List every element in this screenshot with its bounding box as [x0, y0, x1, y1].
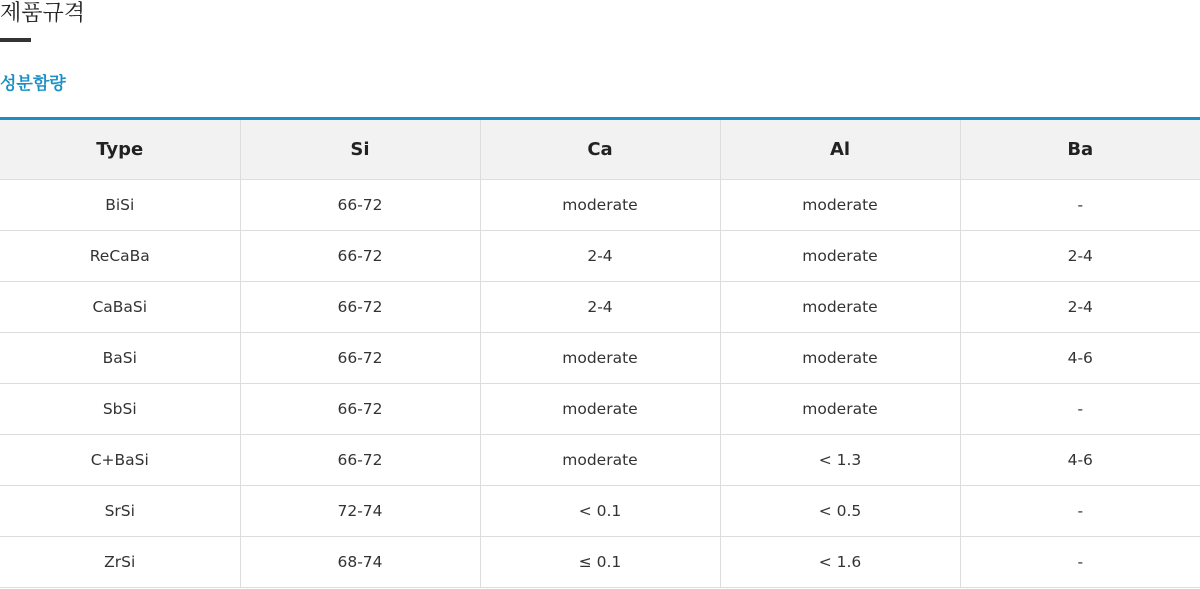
cell-type: ZrSi: [0, 537, 240, 588]
table-row: [0, 231, 1200, 282]
cell-si: 66-72: [240, 231, 480, 282]
column-header-type: Type: [0, 119, 240, 180]
cell-ca: moderate: [480, 435, 720, 486]
cell-si: 66-72: [240, 282, 480, 333]
column-header-ca: Ca: [480, 119, 720, 180]
cell-al: moderate: [720, 333, 960, 384]
cell-al: moderate: [720, 180, 960, 231]
column-header-al: Al: [720, 119, 960, 180]
cell-ca: moderate: [480, 384, 720, 435]
composition-table: [0, 117, 1200, 588]
cell-al: moderate: [720, 282, 960, 333]
cell-type: SbSi: [0, 384, 240, 435]
cell-si: 66-72: [240, 384, 480, 435]
cell-ca: ≤ 0.1: [480, 537, 720, 588]
table-row: [0, 486, 1200, 537]
cell-ba: 2-4: [960, 282, 1200, 333]
cell-ca: moderate: [480, 180, 720, 231]
table-row: [0, 384, 1200, 435]
cell-ba: 2-4: [960, 231, 1200, 282]
page-title: 제품규격: [0, 1, 86, 26]
cell-ba: -: [960, 537, 1200, 588]
table-row: [0, 537, 1200, 588]
table-header: [0, 119, 1200, 180]
cell-ba: -: [960, 180, 1200, 231]
title-underline: [0, 38, 31, 42]
cell-al: moderate: [720, 231, 960, 282]
table-row: [0, 282, 1200, 333]
cell-ca: 2-4: [480, 231, 720, 282]
cell-ba: -: [960, 384, 1200, 435]
cell-ba: -: [960, 486, 1200, 537]
header-row: [0, 119, 1200, 180]
cell-type: C+BaSi: [0, 435, 240, 486]
section-title: 성분함량: [0, 74, 66, 94]
cell-si: 72-74: [240, 486, 480, 537]
column-header-si: Si: [240, 119, 480, 180]
cell-ca: < 0.1: [480, 486, 720, 537]
table-body: [0, 180, 1200, 588]
cell-ba: 4-6: [960, 435, 1200, 486]
cell-al: < 1.6: [720, 537, 960, 588]
cell-si: 66-72: [240, 333, 480, 384]
table-row: [0, 333, 1200, 384]
cell-al: moderate: [720, 384, 960, 435]
cell-ca: 2-4: [480, 282, 720, 333]
cell-type: ReCaBa: [0, 231, 240, 282]
cell-type: CaBaSi: [0, 282, 240, 333]
cell-si: 66-72: [240, 180, 480, 231]
table-row: [0, 435, 1200, 486]
cell-al: < 0.5: [720, 486, 960, 537]
cell-type: BaSi: [0, 333, 240, 384]
cell-type: BiSi: [0, 180, 240, 231]
table-row: [0, 180, 1200, 231]
cell-ca: moderate: [480, 333, 720, 384]
cell-si: 66-72: [240, 435, 480, 486]
cell-al: < 1.3: [720, 435, 960, 486]
cell-ba: 4-6: [960, 333, 1200, 384]
cell-si: 68-74: [240, 537, 480, 588]
column-header-ba: Ba: [960, 119, 1200, 180]
cell-type: SrSi: [0, 486, 240, 537]
